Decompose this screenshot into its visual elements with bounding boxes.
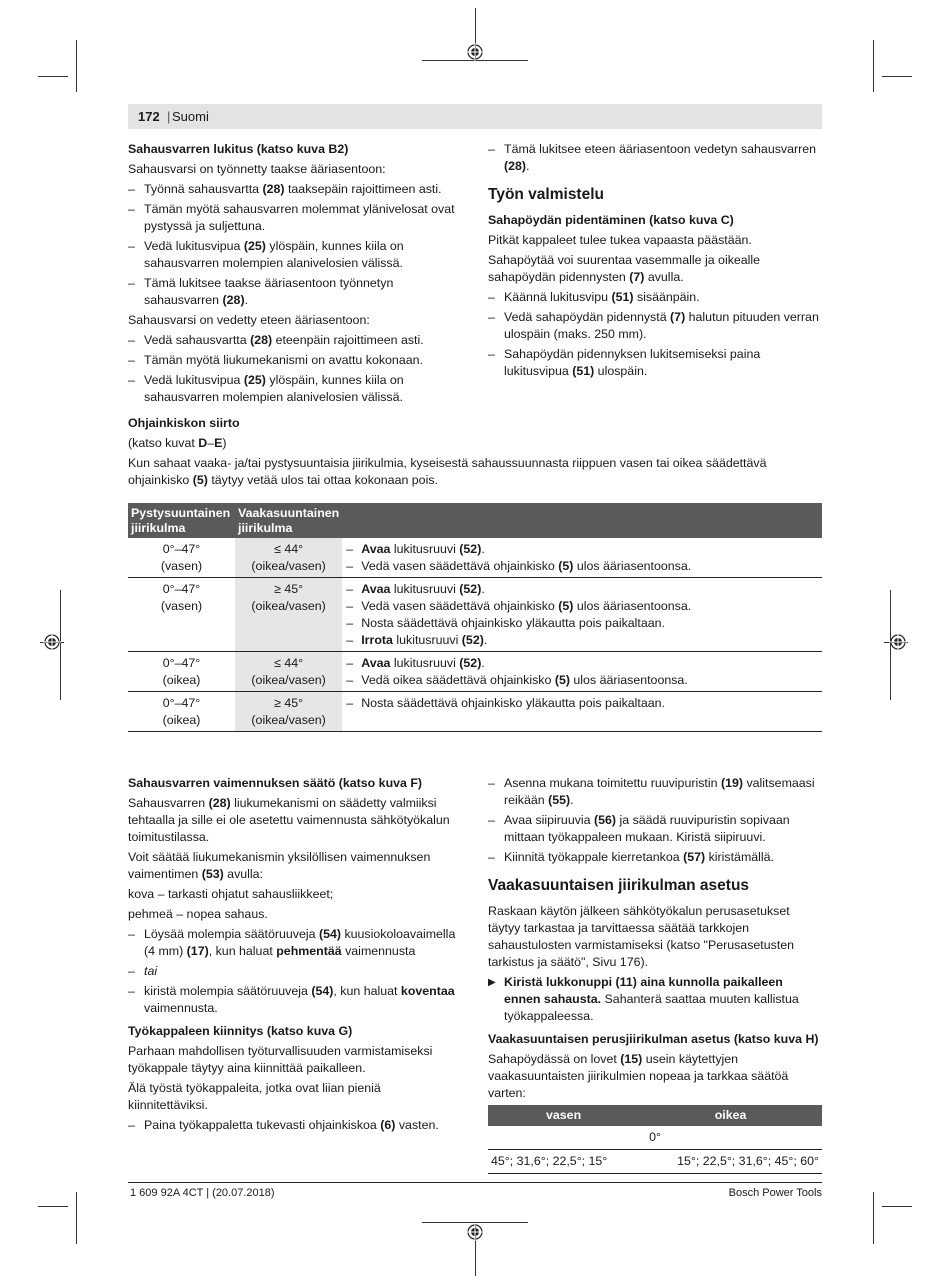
paragraph: Pitkät kappaleet tulee tukea vapaasta päästään. [488,233,752,247]
table-cell: 0°–47° (vasen) [128,538,235,578]
section-heading: Työkappaleen kiinnitys (katso kuva G) [128,1024,353,1038]
list-item: – kiristä molempia säätöruuveja (54), kun haluat koventaa vaimennusta. [128,983,464,1017]
lower-right-column [488,775,822,1174]
warning-item: ▶ Kiristä lukkonuppi (11) aina kunnolla paikalleen ennen sahausta. Sahanterä saattaa muuten kallistua työkappaleessa. [488,974,822,1025]
table-cell: ≤ 44° (oikea/vasen) [235,652,342,692]
table-header: Pystysuuntainen jiirikulma [128,503,235,538]
list-item: – Vedä lukitusvipua (25) ylöspäin, kunnes kiila on sahausvarren molempien alanivelosien välissä. [128,372,464,406]
crop-mark [873,40,874,92]
subsection-heading: Sahapöydän pidentäminen (katso kuva C) [488,213,734,227]
section-heading: Työn valmistelu [488,186,604,203]
section-heading: Sahausvarren lukitus (katso kuva B2) [128,142,349,156]
paragraph: pehmeä – nopea sahaus. [128,907,268,921]
page-number: 172 [138,109,160,124]
paragraph: Sahausvarsi on vedetty eteen ääriasentoon: [128,313,370,327]
paragraph: Parhaan mahdollisen työturvallisuuden varmistamiseksi työkappale täytyy aina kiinnittää paikalleen. [128,1044,433,1075]
list-item: – Tämän myötä liukumekanismi on avattu kokonaan. [128,352,464,369]
table-header [342,503,822,538]
paragraph: Sahausvarsi on työnnetty taakse ääriasentoon: [128,162,386,176]
table-cell: 45°; 31,6°; 22,5°; 15° [488,1150,639,1174]
list-item: – tai [128,963,464,980]
footer-rule [128,1182,822,1183]
list-item: – Tämän myötä sahausvarren molemmat ylänivelosat ovat pystyssä ja suljettuna. [128,201,464,235]
crop-mark [38,76,68,77]
list-item: – Tämä lukitsee taakse ääriasentoon työnnetyn sahausvarren (28). [128,275,464,309]
crop-mark [76,1192,77,1244]
lower-left-column [128,775,464,1137]
notch-table [488,1105,822,1174]
crop-mark [882,1206,912,1207]
page-header [128,104,822,129]
list-item: – Vedä sahapöydän pidennystä (7) halutun pituuden verran ulospäin (maks. 250 mm). [488,309,822,343]
registration-mark-icon [466,1223,484,1241]
list-item: – Löysää molempia säätöruuveja (54) kuusiokoloavaimella (4 mm) (17), kun haluat pehmentää vaimennusta [128,926,464,960]
list-item: – Asenna mukana toimitettu ruuvipuristin (19) valitsemaasi reikään (55). [488,775,822,809]
table-header: oikea [639,1105,822,1126]
crop-mark [76,40,77,92]
registration-mark-icon [466,43,484,61]
table-row [488,1150,822,1174]
section-heading: Vaakasuuntaisen jiirikulman asetus [488,877,750,894]
paragraph: Älä työstä työkappaleita, jotka ovat liian pieniä kiinnitettäviksi. [128,1081,381,1112]
registration-mark-icon [43,633,61,651]
table-cell: ≥ 45° (oikea/vasen) [235,692,342,732]
footer-brand: Bosch Power Tools [728,1187,822,1199]
list-item: – Avaa siipiruuvia (56) ja säädä ruuvipuristin sopivaan mittaan työkappaleen mukaan. Kiristä siipiruuvi. [488,812,822,846]
list-item: – Kiinnitä työkappale kierretankoa (57) kiristämällä. [488,849,822,866]
table-cell: – Nosta säädettävä ohjainkisko yläkautta pois paikaltaan. [342,692,822,732]
list-item: – Käännä lukitusvipu (51) sisäänpäin. [488,289,822,306]
paragraph: (katso kuvat D–E) [128,436,227,450]
list-item: – Paina työkappaletta tukevasti ohjainkiskoa (6) vasten. [128,1117,464,1134]
footer-doc-id: 1 609 92A 4CT | (20.07.2018) [130,1187,275,1199]
list-item: – Vedä lukitusvipua (25) ylöspäin, kunnes kiila on sahausvarren molempien alanivelosien välissä. [128,238,464,272]
section-heading: Ohjainkiskon siirto [128,416,240,430]
table-cell: ≤ 44° (oikea/vasen) [235,538,342,578]
table-row [128,578,822,652]
table-cell: 0°–47° (oikea) [128,692,235,732]
paragraph: Kun sahaat vaaka- ja/tai pystysuuntaisia jiirikulmia, kyseisestä sahaussuunnasta riippuen vasen tai oikea säädettävä ohjainkisko (5) täytyy vetää ulos tai ottaa kokonaan pois. [128,456,767,487]
table-cell: 0°–47° (oikea) [128,652,235,692]
table-header: vasen [488,1105,639,1126]
header-separator: | [167,109,171,124]
crop-mark [873,1192,874,1244]
table-cell: – Avaa lukitusruuvi (52). – Vedä vasen säädettävä ohjainkisko (5) ulos ääriasentoonsa. [342,538,822,578]
miter-guide-table [128,503,822,732]
list-item: – Vedä sahausvartta (28) eteenpäin rajoittimeen asti. [128,332,464,349]
list-item: – Tämä lukitsee eteen ääriasentoon vedetyn sahausvarren (28). [488,141,822,175]
list-item: – Sahapöydän pidennyksen lukitsemiseksi paina lukitusvipua (51) ulospäin. [488,346,822,380]
upper-right-column [488,141,822,383]
list-item: – Työnnä sahausvartta (28) taaksepäin rajoittimeen asti. [128,181,464,198]
subsection-heading: Vaakasuuntaisen perusjiirikulman asetus (katso kuva H) [488,1032,819,1046]
table-cell: 0°–47° (vasen) [128,578,235,652]
table-header: Vaakasuuntainen jiirikulma [235,503,342,538]
table-row [128,652,822,692]
table-cell: 15°; 22,5°; 31,6°; 45°; 60° [639,1150,822,1174]
paragraph: Sahapöydässä on lovet (15) usein käytettyjen vaakasuuntaisten jiirikulmien nopeaa ja tarkkaa säätöä varten: [488,1052,789,1100]
upper-left-column [128,141,464,409]
paragraph: kova – tarkasti ohjatut sahausliikkeet; [128,887,334,901]
header-language: Suomi [172,109,209,124]
paragraph: Sahapöytää voi suurentaa vasemmalle ja oikealle sahapöydän pidennysten (7) avulla. [488,253,761,284]
registration-mark-icon [889,633,907,651]
paragraph: Voit säätää liukumekanismin yksilöllisen vaimennuksen vaimentimen (53) avulla: [128,850,431,881]
table-row [128,538,822,578]
crop-mark [882,76,912,77]
table-cell: – Avaa lukitusruuvi (52). – Vedä oikea säädettävä ohjainkisko (5) ulos ääriasentoonsa. [342,652,822,692]
paragraph: Sahausvarren (28) liukumekanismi on säädetty valmiiksi tehtaalla ja sille ei ole asetettu vaimennusta sähkötyökalun toimitustilassa. [128,796,450,844]
table-cell: – Avaa lukitusruuvi (52). – Vedä vasen säädettävä ohjainkisko (5) ulos ääriasentoonsa. – Nosta säädettävä ohjainkisko yläkautta pois paikaltaan. – Irrota lukitusruuvi (52). [342,578,822,652]
section-heading: Sahausvarren vaimennuksen säätö (katso kuva F) [128,776,423,790]
table-row [128,692,822,732]
table-row [488,1126,822,1150]
table-cell: 0° [488,1126,822,1150]
guide-rail-section [128,415,822,489]
crop-mark [38,1206,68,1207]
table-cell: ≥ 45° (oikea/vasen) [235,578,342,652]
paragraph: Raskaan käytön jälkeen sähkötyökalun perusasetukset täytyy tarkastaa ja tarvittaessa säätää tarkkojen sahaustulosten varmistamiseksi (katso "Perusasetusten tarkistus ja säätö", Sivu 176). [488,904,795,969]
